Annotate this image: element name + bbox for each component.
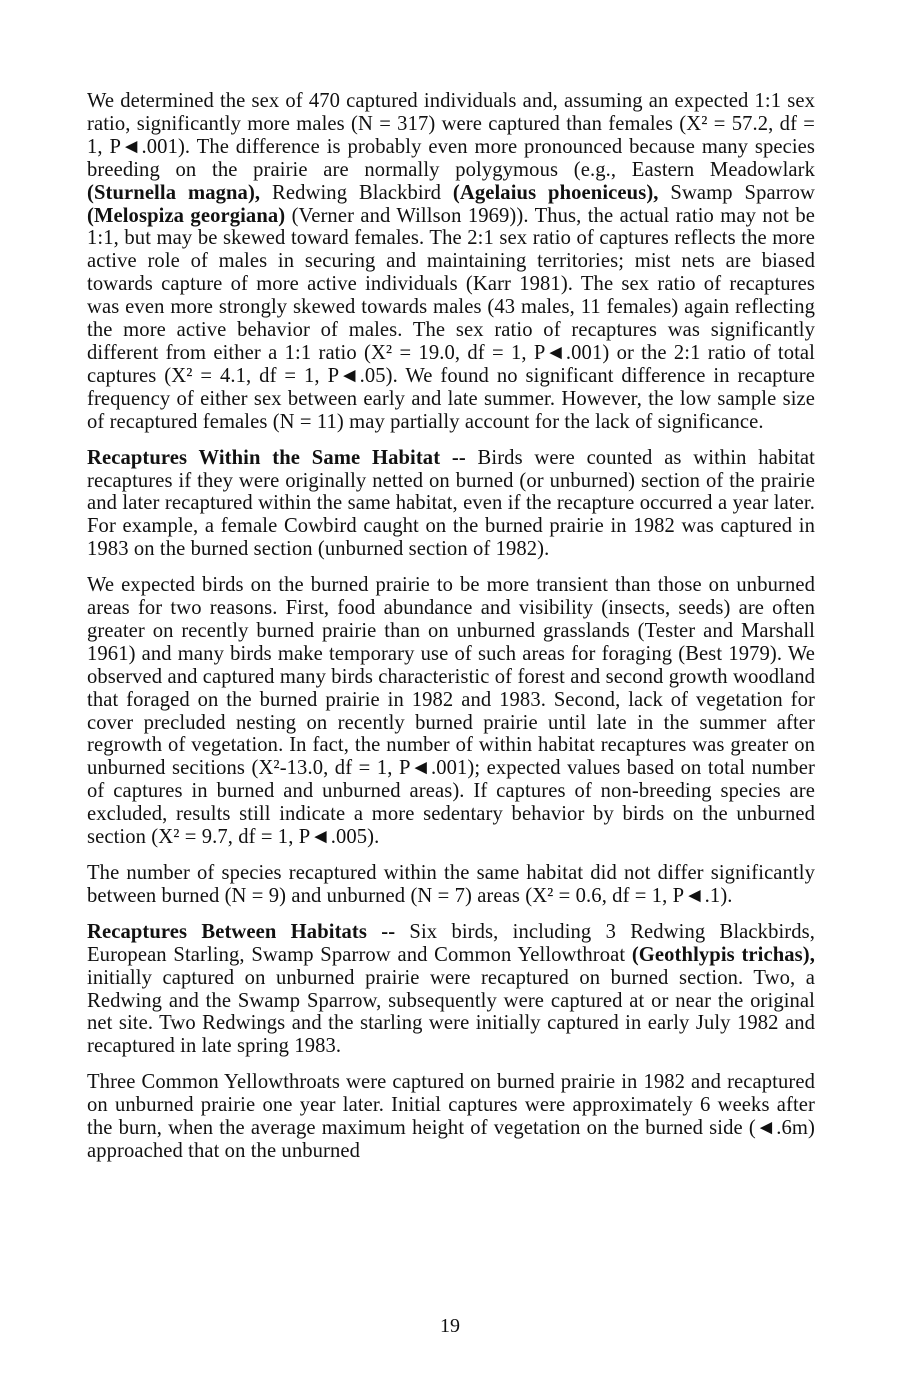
text-run: The number of species recaptured within the same habitat did not differ significantly between burned (N = 9) and unburned (N = 7) areas (X² = 0.6, df = 1, P◄.1).: [87, 862, 815, 907]
paragraph-yellowthroats: [87, 1071, 815, 1163]
paragraph-species-count: [87, 862, 815, 908]
text-run: Six birds, including 3 Redwing Blackbirds, European Starling, Swamp Sparrow and Common Yellowthroat: [87, 920, 815, 966]
text-run: We expected birds on the burned prairie to be more transient than those on unburned areas for two reasons. First, food abundance and visibility (insects, seeds) are often greater on recently burned prairie than on unburned grasslands (Tester and Marshall 1961) and many birds make temporary use of such areas for foraging (Best 1979). We observed and captured many birds characteristic of forest and second growth woodland that foraged on the burned prairie in 1982 and 1983. Second, lack of vegetation for cover precluded nesting on recently burned prairie until late in the summer after regrowth of vegetation. In fact, the number of within habitat recaptures was greater on unburned secitions (X²-13.0, df = 1, P◄.001); expected values based on total number of captures in burned and unburned areas). If captures of non-breeding species are excluded, results still indicate a more sedentary behavior by birds on the unburned section (X² = 9.7, df = 1, P◄.005).: [87, 574, 815, 849]
section-heading-between-habitats: Recaptures Between Habitats --: [87, 920, 396, 943]
text-run: Swamp Sparrow: [658, 181, 815, 204]
text-run: (Verner and Willson 1969)). Thus, the actual ratio may not be 1:1, but may be skewed toward females. The 2:1 sex ratio of captures reflects the more active role of males in securing and maintaining territories; mist nets are biased towards capture of more active individuals (Karr 1981). The sex ratio of recaptures was even more strongly skewed towards males (43 males, 11 females) again reflecting the more active behavior of males. The sex ratio of recaptures was significantly different from either a 1:1 ratio (X² = 19.0, df = 1, P◄.001) or the 2:1 ratio of total captures (X² = 4.1, df = 1, P◄.05). We found no significant difference in recapture frequency of either sex between early and late summer. However, the low sample size of recaptured females (N = 11) may partially account for the lack of significance.: [87, 204, 815, 433]
text-run: Three Common Yellowthroats were captured on burned prairie in 1982 and recaptured on unburned prairie one year later. Initial captures were approximately 6 weeks after the burn, when the average maximum height of vegetation on the burned side (◄.6m) approached that on the unburned: [87, 1071, 815, 1162]
text-run: Redwing Blackbird: [260, 181, 453, 204]
paragraph-between-habitats: [87, 921, 815, 1058]
document-body: [87, 90, 815, 1176]
section-heading-within-habitat: Recaptures Within the Same Habitat --: [87, 446, 466, 469]
paragraph-within-habitat: [87, 447, 815, 562]
species-name-sturnella: (Sturnella magna),: [87, 181, 261, 204]
text-run: We determined the sex of 470 captured individuals and, assuming an expected 1:1 sex ratio, significantly more males (N = 317) were captured than females (X² = 57.2, df = 1, P◄.001). The difference is probably even more pronounced because many species breeding on the prairie are normally polygymous (e.g., Eastern Meadowlark: [87, 90, 815, 181]
paragraph-transient-expectation: [87, 574, 815, 849]
paragraph-sex-ratio: [87, 90, 815, 434]
text-run: initially captured on unburned prairie were recaptured on burned section. Two, a Redwing and the Swamp Sparrow, subsequently were captured at or near the original net site. Two Redwings and the starling were initially captured in early July 1982 and recaptured in late spring 1983.: [87, 966, 815, 1058]
text-run: Birds were counted as within habitat recaptures if they were originally netted on burned (or unburned) section of the prairie and later recaptured within the same habitat, even if the recapture occurred a year later. For example, a female Cowbird caught on the burned prairie in 1982 was captured in 1983 on the burned section (unburned section of 1982).: [87, 446, 815, 561]
page-number: 19: [440, 1315, 460, 1337]
species-name-agelaius: (Agelaius phoeniceus),: [452, 181, 659, 204]
species-name-geothlypis: (Geothlypis trichas),: [631, 943, 815, 966]
species-name-melospiza: (Melospiza georgiana): [87, 204, 286, 227]
